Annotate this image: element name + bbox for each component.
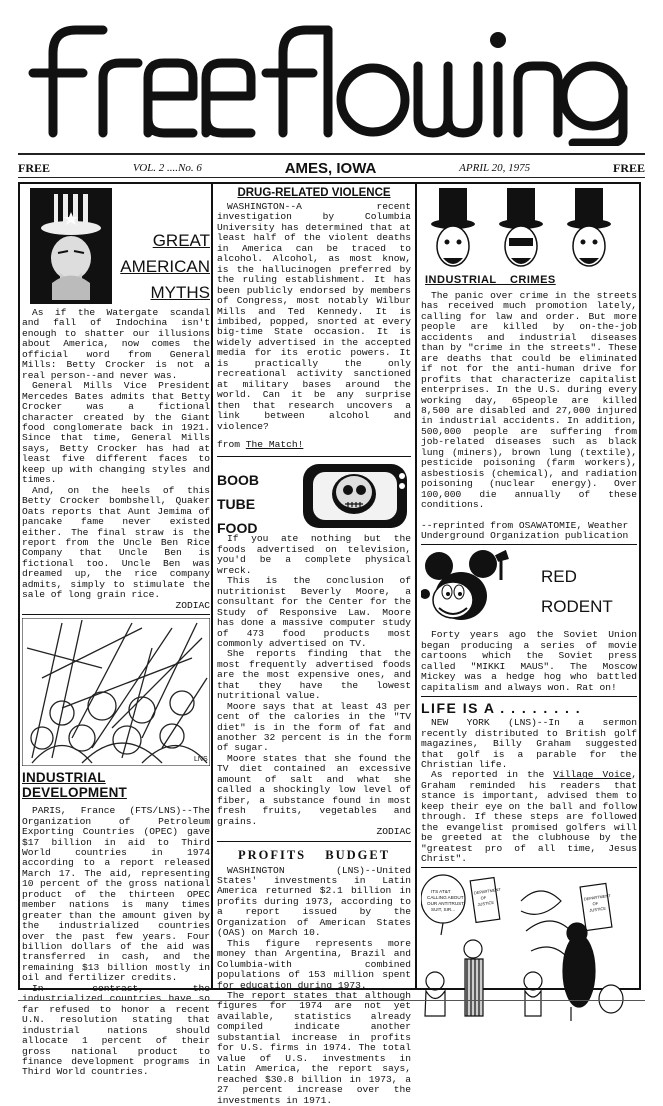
myths-signature: ZODIAC [175, 599, 210, 611]
bottom-rule [18, 1000, 645, 1001]
industrial-development-body [22, 806, 210, 1078]
profits-budget-body [217, 866, 411, 1106]
section-divider [217, 841, 411, 842]
red-rodent-paragraph: Forty years ago the Soviet Union began producing a series of movie cartoons which the Soviet press called "MIKKI MAUS". The Moscow Mickey was a hedge hog who battled capitalism and always won. Rat on! [421, 629, 637, 693]
industrial-crimes-body [421, 291, 637, 541]
drug-violence-source: from The Match! [217, 438, 304, 450]
myths-heading [120, 228, 210, 306]
boob-tube-paragraph: Moore says that at least 43 per cent of the calories in the "TV diet" is in the form of fat and another 32 percent is in the form of sugar. [217, 700, 411, 754]
masthead-lettering [28, 18, 633, 146]
masthead-rule [18, 153, 645, 155]
profits-budget-paragraph: The report states that although figures for 1974 are not yet available, statistics already compiled indicate another substantial increase in profits for U.S. firms in 1974. The total value of U.S. investments in Latin America, the report says, reached $30.8 billion in 1973, a 27 percent increase over the investments in 1971. [217, 990, 411, 1106]
volume-number: VOL. 2 ....No. 6 [132, 162, 202, 174]
boob-tube-paragraph: If you ate nothing but the foods advertised on television, you'd be a complete physical wreck. [217, 533, 411, 576]
cartoon-speech-bubble: ITS AT&T CALLING ABOUT OUR ANTITRUST SUIT, SIR... [427, 889, 465, 913]
industrial-crimes-paragraph: The panic over crime in the streets has received much promotion lately, calling for law and order. But more people are killed by on-the-job accidents and industrial diseases than by "crime in the streets". These are deaths that could be eliminated if not for the anti-human drive for profits that characterize capitalist enterprises. In the U.S. during every working day, 65people are killed 8,500 are disabled and 27,000 injured in industrial accidents. In addition, 500,000 people are suffering from job-related diseases such as black lung (miners), brown lung (textile), pesticide poisoning (farm workers), asbestiosis (chemical), and radiation poisoning (nuclear energy). Over 100,000 die annually of these conditions. [421, 290, 637, 511]
cartoon-sign-right: DEPARTMENTOFJUSTICE [583, 893, 612, 914]
column-middle [217, 184, 411, 1106]
life-is-a-paragraph: NEW YORK (LNS)--In a sermon recently distributed to British golf magazines, Billy Graham suggested that golf is a parable for the Christian life. [421, 717, 637, 770]
column-divider-2 [415, 184, 417, 988]
column-left [22, 184, 210, 1078]
industrial-development-paragraph: PARIS, France (FTS/LNS)--The Organization of Petroleum Exporting Countries (OPEC) gave $17 billion in aid to Third World countries in 1974 according to a report released March 17. The aid, representing 10 percent of the gross national product of the thirteen OPEC member nations is many times greater than the amount given by the industrialized countries over the past few years. Four billion dollars of the aid was transferred in cash, and the remaining $13 billion mostly in oil and fertilizer credits. [22, 805, 210, 984]
life-is-a-body [421, 718, 637, 864]
masthead-logo [28, 18, 633, 146]
industrial-development-paragraph: In contrast, the industrialized countries have so far refused to honor a recent U.N. resolution stating that industrial nations should allocate 1 percent of their gross national product to finance development programs in Third World countries. [22, 982, 210, 1078]
issue-date: APRIL 20, 1975 [459, 162, 531, 174]
industrial-development-heading: INDUSTRIAL DEVELOPMENT [22, 770, 127, 801]
free-label-right: FREE [612, 160, 645, 175]
life-is-a-paragraph: As reported in the Village Voice, Graham reminded his readers that stance is important, advised them to keep their eye on the ball and follow through. If these steps are followed the evangelist promised golfers will be greeted at the clubhouse by the "greatest pro of all time, Jesus Christ". [421, 769, 637, 865]
boob-tube-heading: BOOB TUBE FOOD [217, 472, 259, 537]
cartoon-sign-left: DEPARTMENTOFJUSTICE [473, 887, 502, 908]
section-divider [217, 456, 411, 457]
section-divider [421, 544, 637, 545]
drug-violence-paragraph: WASHINGTON--A recent investigation by Columbia University has determined that at least half of the violent deaths in America can be traced to alcohol. Alcohol, as most know, is the hallucinogen preferred by the ruling establishment. It has been publicly endorsed by members of Congress, most notably Wilbur Mills and Ted Kennedy. It is imbibed, popped, snorted at every big-time State occasion. It is widely advertised in the accepted media for its erotic powers. It is practically the only recreational activity sanctioned at military bases around the world. Can it be any surprise then that research uncovers a link between alcohol and violence? [217, 201, 411, 432]
boob-tube-paragraph: Moore states that she found the TV diet contained an excessive amount of salt and what she called a shockingly low level of fiber, a substance found in most fresh fruits, vegetables and grains. [217, 752, 411, 827]
column-divider-1 [211, 184, 213, 988]
illustration-credit: LNS [194, 756, 208, 764]
profits-budget-heading: PROFITS BUDGET [237, 847, 391, 862]
section-divider [421, 867, 637, 868]
boob-tube-body [217, 534, 411, 837]
myths-heading-line-1: GREAT [152, 231, 210, 250]
life-is-a-heading: LIFE IS A . . . . . . . . [421, 700, 582, 717]
crowd-protest-illustration [22, 618, 210, 766]
mickey-hammer-illustration [421, 550, 511, 628]
myths-heading-line-3: MYTHS [150, 283, 210, 302]
red-rodent-body [421, 630, 637, 693]
drug-violence-heading: DRUG-RELATED VIOLENCE [237, 187, 391, 199]
profits-budget-paragraph: WASHINGTON (LNS)--United States' investments in Latin America returned $2.1 billion in profits during 1973, according to a report issued by the Organization of American States (OAS) on March 10. [217, 864, 411, 939]
red-rodent-heading: RED RODENT [541, 567, 613, 617]
column-right [421, 184, 637, 1023]
boob-tube-paragraph: This is the conclusion of nutritionist Beverly Moore, a consultant for the Center for the Study of Responsive Law. Moore has done a massive computer study of 473 food products most commonly advertised on TV. [217, 575, 411, 649]
great-american-myths-header [22, 184, 210, 308]
reprint-credit: --reprinted from OSAWATOMIE, Weather Underground Organization publication [421, 519, 629, 541]
boob-tube-header [217, 460, 411, 537]
myths-paragraph: General Mills Vice President Mercedes Bates admits that Betty Crocker was a fictional character created by the Giant food conglomerate back in 1921. Since that time, General Mills says, Betty Crocker has had at least five different faces to keep up with changing styles and times. [22, 380, 210, 486]
city-title: AMES, IOWA [284, 159, 377, 177]
industrial-crimes-heading: INDUSTRIAL CRIMES [425, 274, 556, 286]
free-label-left: FREE [18, 160, 51, 175]
myths-paragraph: And, on the heels of this Betty Crocker bombshell, Quaker Oats reports that Aunt Jemima of pancake fame never existed either. The final straw is the report from the Uncle Ben Rice Company that Uncle Ben is fictional too. Uncle Ben was dreamed up, the rice company admits, simply to stimulate the sale of long grain rice. [22, 484, 210, 601]
profits-budget-paragraph: This figure represents more money than Argentina, Brazil and Columbia-with combined populations of 153 million spent for education during 1973. [217, 937, 411, 991]
three-uncle-sam-heads-illustration [421, 184, 621, 272]
tv-skull-illustration [299, 462, 411, 532]
source-link[interactable]: The Match! [245, 438, 304, 450]
dateline-rule [18, 177, 645, 178]
myths-article-body [22, 308, 210, 611]
red-rodent-header [421, 548, 637, 630]
section-divider [22, 614, 210, 615]
dateline [18, 160, 645, 176]
village-voice-link[interactable]: Village Voice [553, 769, 632, 781]
boob-tube-paragraph: She reports finding that the most frequently advertised foods are the most expensive ones, and that they have the lowest nutritional value. [217, 648, 411, 702]
section-divider [421, 696, 637, 697]
boob-tube-signature: ZODIAC [376, 826, 411, 838]
myths-paragraph: As if the Watergate scandal and fall of Indochina isn't enough to shatter our illusions about America, now comes the official word from General Mills: Betty Crocker is not a real person--and never was. [22, 307, 210, 381]
drug-violence-body [217, 202, 411, 450]
myths-heading-line-2: AMERICAN [120, 257, 210, 276]
uncle-sam-illustration [30, 188, 112, 304]
